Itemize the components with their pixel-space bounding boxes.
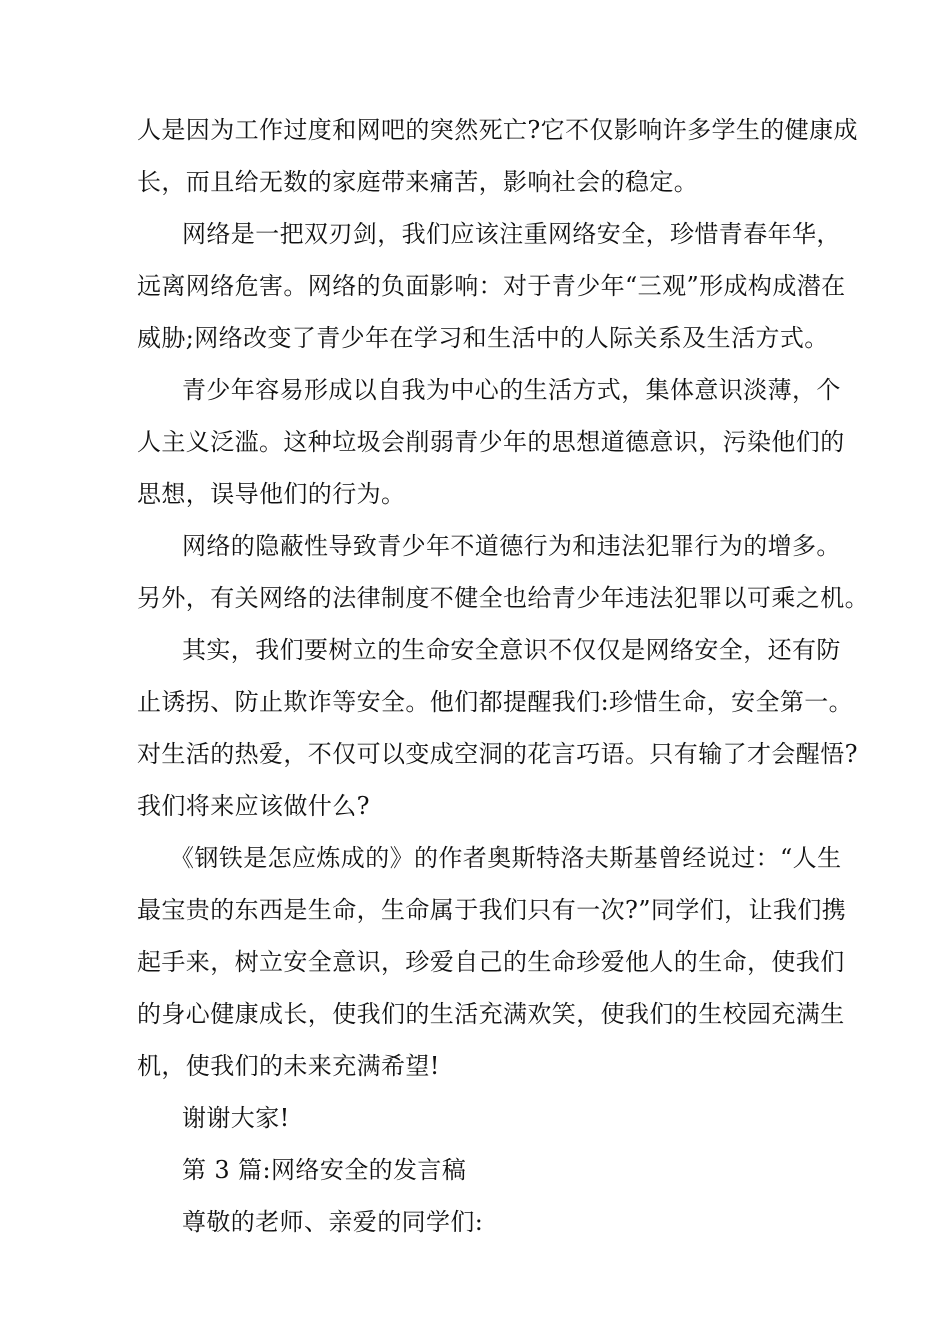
line-text: 网络的隐蔽性导致青少年不道德行为和违法犯罪行为的增多。 bbox=[182, 532, 841, 560]
line-text: 机，使我们的未来充满希望! bbox=[137, 1052, 440, 1080]
line-text: 第 3 篇:网络安全的发言稿 bbox=[182, 1156, 467, 1184]
text-line bbox=[0, 734, 950, 774]
text-line bbox=[0, 1202, 950, 1242]
line-text: 止诱拐、防止欺诈等安全。他们都提醒我们:珍惜生命，安全第一。 bbox=[137, 688, 854, 716]
line-text: 人主义泛滥。这种垃圾会削弱青少年的思想道德意识，污染他们的 bbox=[137, 428, 845, 456]
line-text: 《钢铁是怎应炼成的》的作者奥斯特洛夫斯基曾经说过：“人生 bbox=[170, 844, 842, 872]
text-line bbox=[0, 890, 950, 930]
text-line bbox=[0, 422, 950, 462]
text-line bbox=[0, 1098, 950, 1138]
text-line bbox=[0, 214, 950, 254]
text-line bbox=[0, 942, 950, 982]
line-text: 其实，我们要树立的生命安全意识不仅仅是网络安全，还有防 bbox=[182, 636, 841, 664]
text-line bbox=[0, 838, 950, 878]
text-line bbox=[0, 786, 950, 826]
text-line bbox=[0, 578, 950, 618]
line-text: 我们将来应该做什么? bbox=[137, 792, 370, 820]
line-text: 对生活的热爱，不仅可以变成空洞的花言巧语。只有输了才会醒悟? bbox=[137, 740, 858, 768]
text-line bbox=[0, 994, 950, 1034]
text-line bbox=[0, 1046, 950, 1086]
text-line bbox=[0, 110, 950, 150]
text-line bbox=[0, 370, 950, 410]
line-text: 另外，有关网络的法律制度不健全也给青少年违法犯罪以可乘之机。 bbox=[137, 584, 869, 612]
line-text: 思想，误导他们的行为。 bbox=[137, 480, 406, 508]
text-line bbox=[0, 266, 950, 306]
text-line bbox=[0, 630, 950, 670]
line-text: 威胁;网络改变了青少年在学习和生活中的人际关系及生活方式。 bbox=[137, 324, 829, 352]
text-line bbox=[0, 526, 950, 566]
line-text: 的身心健康成长，使我们的生活充满欢笑，使我们的生校园充满生 bbox=[137, 1000, 845, 1028]
line-text: 谢谢大家! bbox=[182, 1104, 290, 1132]
line-text: 远离网络危害。网络的负面影响：对于青少年“三观”形成构成潜在 bbox=[137, 272, 846, 300]
text-line bbox=[0, 318, 950, 358]
line-text: 起手来，树立安全意识，珍爱自己的生命珍爱他人的生命，使我们 bbox=[137, 948, 845, 976]
line-text: 人是因为工作过度和网吧的突然死亡?它不仅影响许多学生的健康成 bbox=[137, 116, 858, 144]
line-text: 青少年容易形成以自我为中心的生活方式，集体意识淡薄，个 bbox=[182, 376, 841, 404]
text-line bbox=[0, 1150, 950, 1190]
line-text: 网络是一把双刃剑，我们应该注重网络安全，珍惜青春年华， bbox=[182, 220, 841, 248]
text-line bbox=[0, 682, 950, 722]
line-text: 最宝贵的东西是生命，生命属于我们只有一次?”同学们，让我们携 bbox=[137, 896, 847, 924]
text-line bbox=[0, 162, 950, 202]
line-text: 尊敬的老师、亲爱的同学们: bbox=[182, 1208, 484, 1236]
text-line bbox=[0, 474, 950, 514]
line-text: 长，而且给无数的家庭带来痛苦，影响社会的稳定。 bbox=[137, 168, 699, 196]
